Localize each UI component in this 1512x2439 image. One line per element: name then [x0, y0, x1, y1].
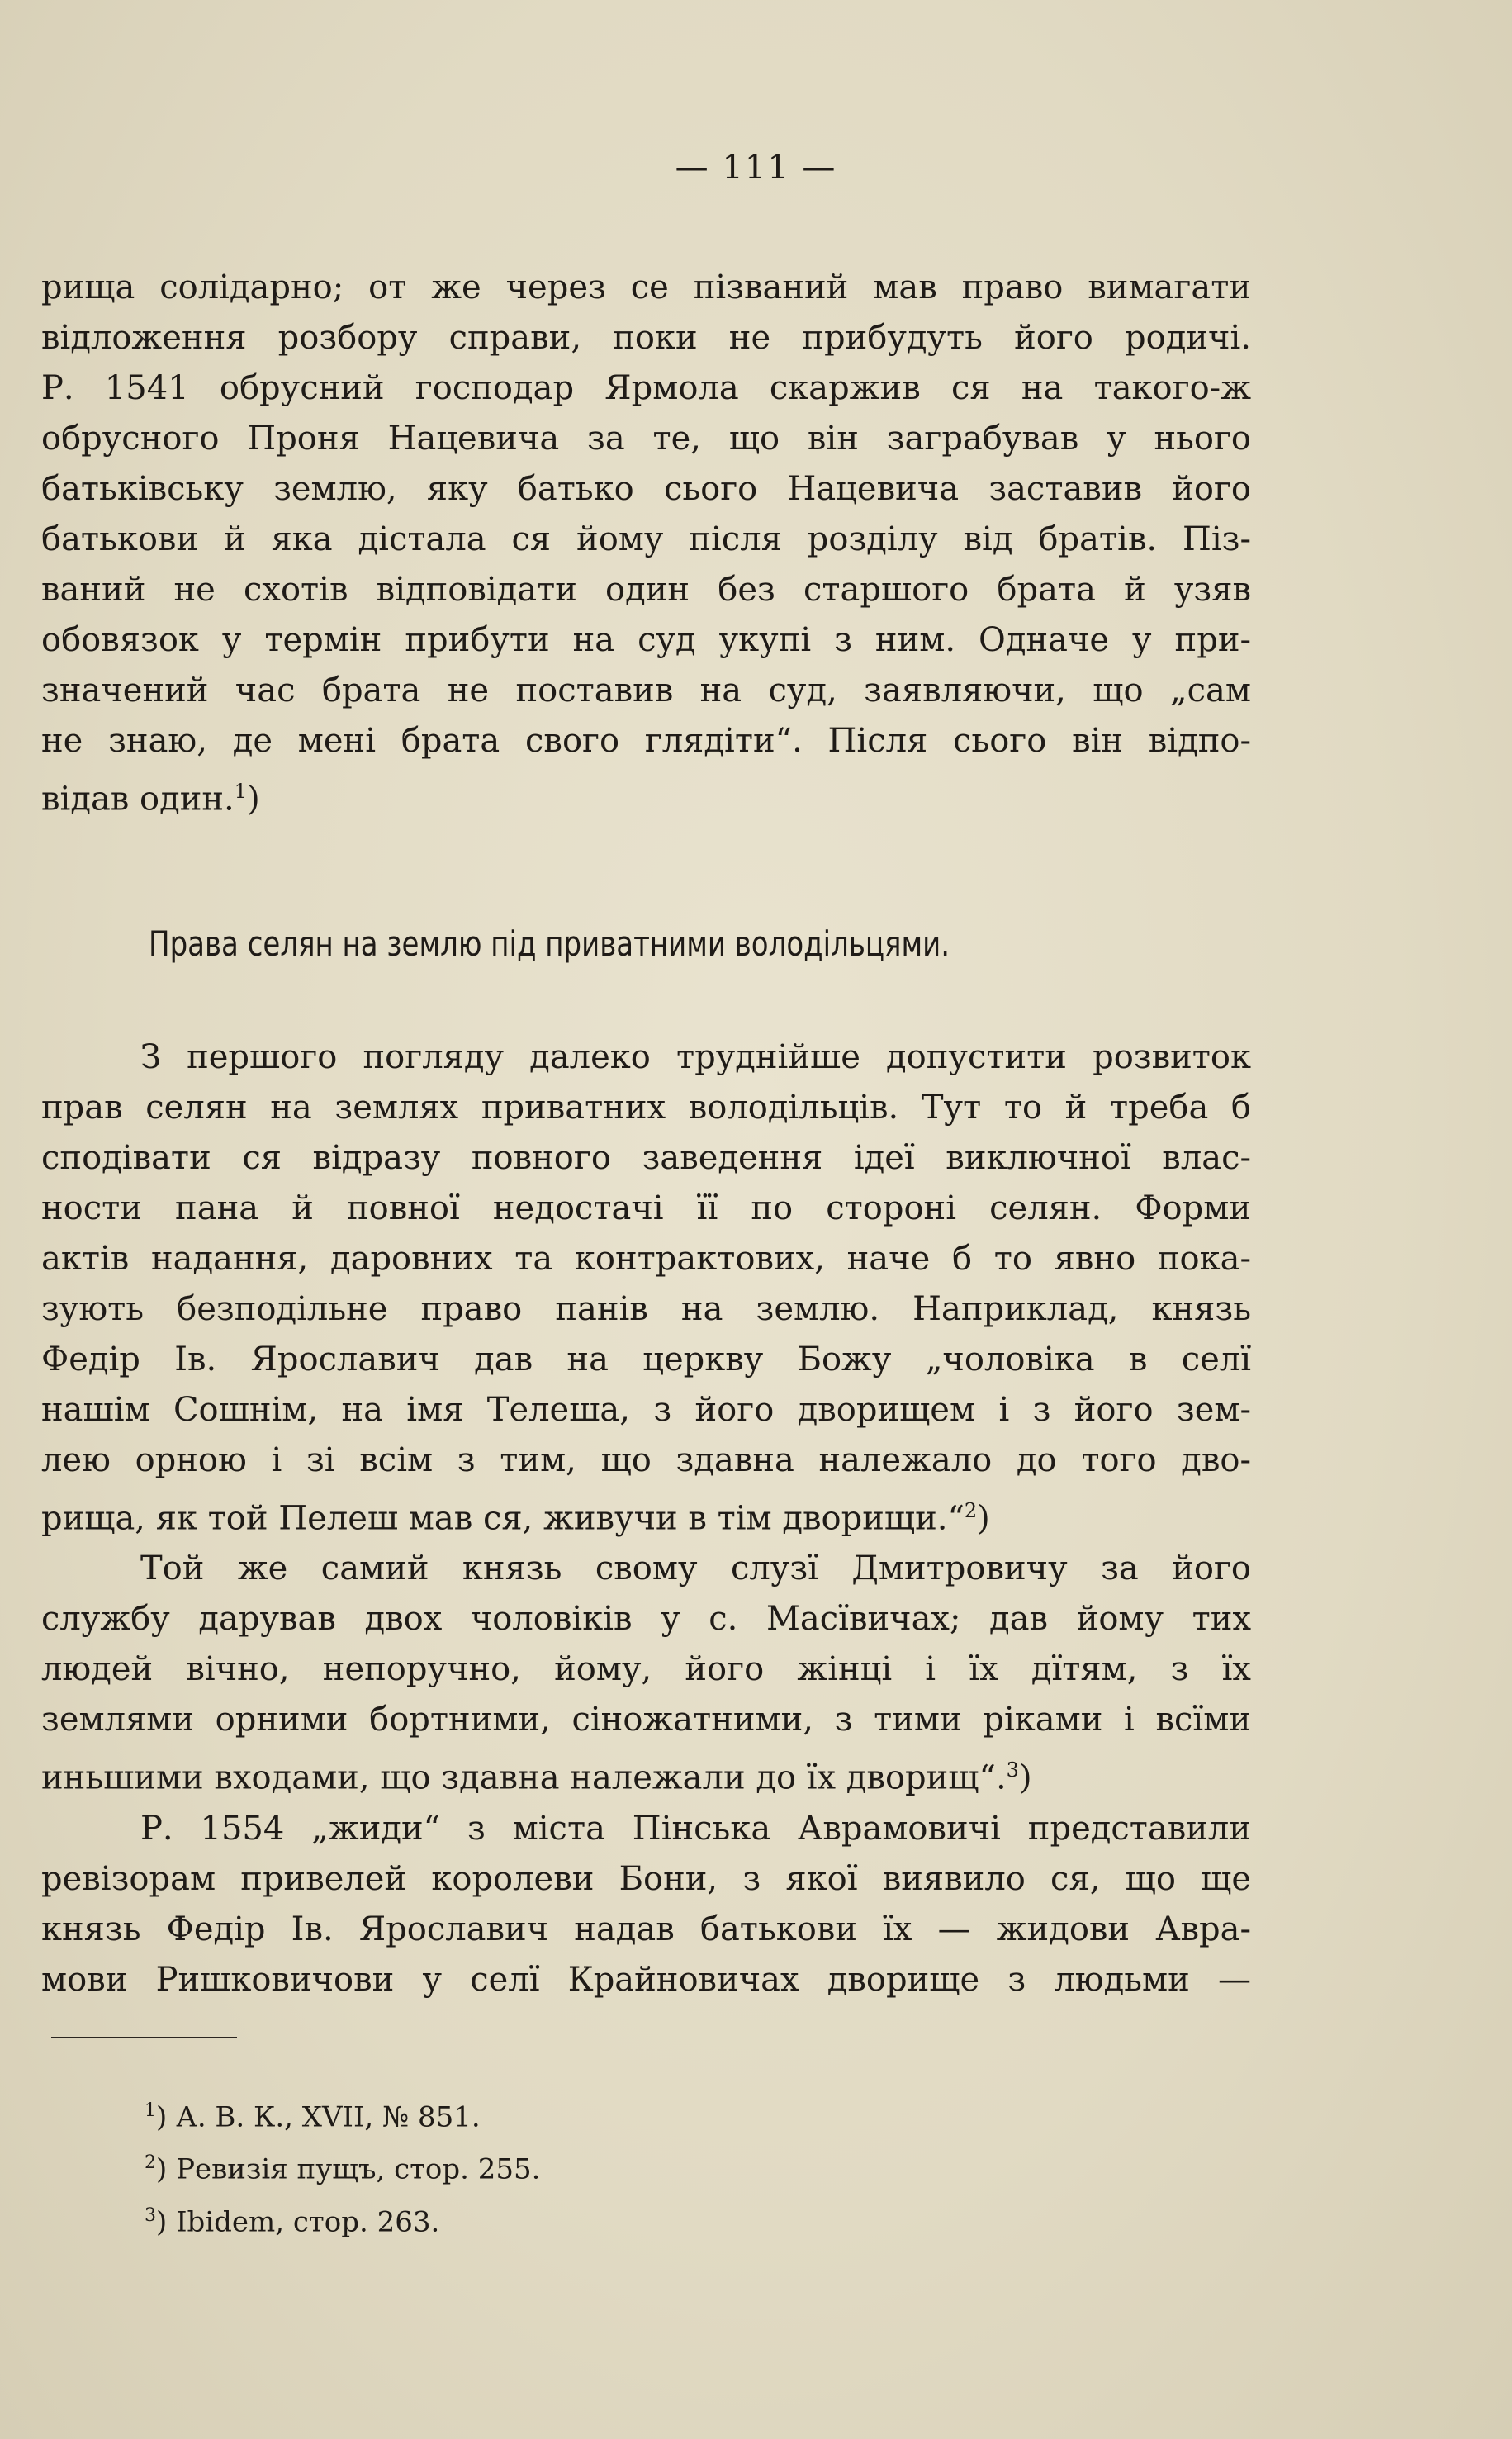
section-heading: Права селян на землю під приватними володільцями. — [149, 923, 950, 964]
line-text: иньшими входами, що здавна належали до їх дворищ“. — [41, 1758, 1007, 1797]
footnotes — [145, 2088, 540, 2245]
footnote-ref-close: ) — [977, 1499, 990, 1538]
text-line: землями орними бортними, сіножатними, з тими ріками і всїми — [41, 1701, 1251, 1739]
footnote — [145, 2140, 540, 2192]
footnote-ref: 1 — [234, 780, 248, 803]
text-line — [41, 766, 1251, 824]
footnote-text: ) Ibidem, стор. 263. — [156, 2204, 440, 2238]
text-line: зують безподільне право панів на землю. Наприклад, князь — [41, 1290, 1251, 1328]
line-text: рища, як той Пелеш мав ся, живучи в тім дворищи.“ — [41, 1499, 965, 1538]
page-number: — 111 — — [675, 149, 837, 187]
text-line: прав селян на землях приватних володільців. Тут то й треба б — [41, 1089, 1251, 1127]
text-line — [41, 1486, 1251, 1544]
text-line: Р. 1541 обрусний господар Ярмола скаржив ся на такого-ж — [41, 369, 1251, 407]
text-line: сподівати ся відразу повного заведення ідеї виключної влас- — [41, 1139, 1251, 1177]
footnote-text: ) Ревизія пущъ, стор. 255. — [156, 2152, 541, 2186]
text-line: ваний не схотів відповідати один без старшого брата й узяв — [41, 571, 1251, 609]
footnote-ref: 3 — [1006, 1758, 1019, 1782]
footnote-number: 1 — [145, 2100, 156, 2121]
footnote-ref-close: ) — [247, 780, 260, 819]
text-line: З першого погляду далеко труднійше допустити розвиток — [140, 1038, 1251, 1076]
paragraph-2 — [41, 1032, 1251, 2005]
footnote-text: ) А. В. К., XVII, № 851. — [156, 2100, 481, 2134]
text-line: батькови й яка дістала ся йому після розділу від братів. Піз- — [41, 520, 1251, 558]
intro-paragraph — [41, 263, 1251, 824]
text-line: не знаю, де мені брата свого глядіти“. Після сього він відпо- — [41, 722, 1251, 760]
text-line: обрусного Проня Нацевича за те, що він заграбував у нього — [41, 420, 1251, 458]
text-line: відложення розбору справи, поки не прибудуть його родичі. — [41, 319, 1251, 357]
text-line: рища солідарно; от же через се пізваний мав право вимагати — [41, 268, 1251, 306]
text-line: значений час брата не поставив на суд, заявляючи, що „сам — [41, 671, 1251, 709]
text-line: лею орною і зі всім з тим, що здавна належало до того дво- — [41, 1441, 1251, 1479]
text-line: службу дарував двох чоловіків у с. Масївичах; дав йому тих — [41, 1600, 1251, 1639]
line-text: відав один. — [41, 780, 235, 819]
text-line: ности пана й повної недостачі її по стороні селян. Форми — [41, 1189, 1251, 1227]
text-line: ревізорам привелей королеви Бони, з якої виявило ся, що ще — [41, 1859, 1251, 1898]
text-line: Той же самий князь свому слузї Дмитровичу за його — [140, 1549, 1251, 1588]
text-line: нашім Сошнім, на імя Телеша, з його дворищем і з його зем- — [41, 1391, 1251, 1429]
text-line: актів надання, даровних та контрактових, наче б то явно пока- — [41, 1240, 1251, 1278]
text-line: Р. 1554 „жиди“ з міста Пінська Аврамовичі представили — [140, 1809, 1251, 1848]
text-line: мови Ришковичови у селї Крайновичах дворище з людьми — — [41, 1960, 1251, 1999]
footnote-number: 2 — [145, 2152, 156, 2174]
footnote — [145, 2088, 540, 2140]
text-line: князь Федір Ів. Ярославич надав батькови їх — жидови Авра- — [41, 1910, 1251, 1948]
text-line: обовязок у термін прибути на суд укупі з ним. Одначе у при- — [41, 621, 1251, 659]
footnote — [145, 2193, 540, 2245]
footnote-ref-close: ) — [1018, 1758, 1032, 1797]
footnote-ref: 2 — [964, 1499, 978, 1522]
text-line — [41, 1745, 1251, 1803]
text-line: батьківську землю, яку батько сього Нацевича заставив його — [41, 470, 1251, 508]
text-line: людей вічно, непоручно, йому, його жінці і їх дїтям, з їх — [41, 1650, 1251, 1689]
footnote-divider — [51, 2037, 237, 2038]
footnote-number: 3 — [145, 2204, 156, 2226]
text-line: Федір Ів. Ярославич дав на церкву Божу „чоловіка в селї — [41, 1341, 1251, 1378]
